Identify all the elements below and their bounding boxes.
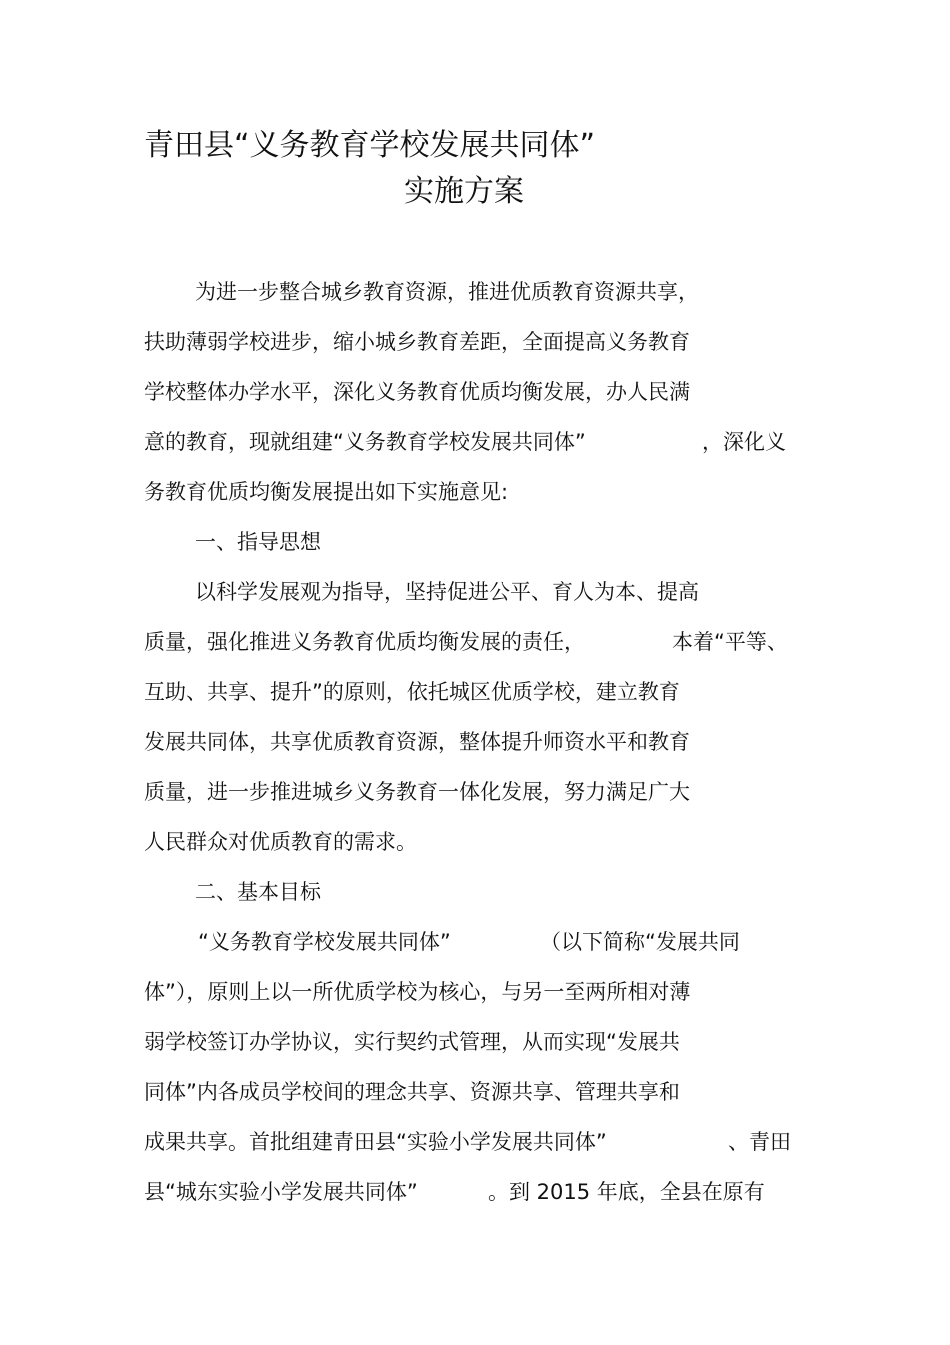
paragraph-line: （以下简称“发展共同: [540, 930, 740, 954]
paragraph-line: 。到 2015 年底，全县在原有: [488, 1180, 765, 1204]
paragraph-line: 以科学发展观为指导，坚持促进公平、育人为本、提高: [195, 580, 699, 604]
paragraph-line: 质量，强化推进义务教育优质均衡发展的责任，: [144, 630, 585, 654]
paragraph-line: ，深化义: [702, 430, 786, 454]
paragraph-line: 成果共享。首批组建青田县“实验小学发展共同体”: [144, 1130, 607, 1154]
paragraph-line: 意的教育，现就组建“义务教育学校发展共同体”: [144, 430, 586, 454]
paragraph-line: 务教育优质均衡发展提出如下实施意见:: [144, 480, 509, 504]
paragraph-line: 、青田: [728, 1130, 791, 1154]
paragraph-line: 本着“平等、: [672, 630, 788, 654]
paragraph-line: 弱学校签订办学协议，实行契约式管理，从而实现“发展共: [144, 1030, 680, 1054]
paragraph-line: 为进一步整合城乡教育资源，推进优质教育资源共享，: [195, 280, 699, 304]
paragraph-line: 体”），原则上以一所优质学校为核心，与另一至两所相对薄: [144, 980, 691, 1004]
paragraph-line: 扶助薄弱学校进步，缩小城乡教育差距，全面提高义务教育: [144, 330, 690, 354]
paragraph-line: 同体”内各成员学校间的理念共享、资源共享、管理共享和: [144, 1080, 680, 1104]
paragraph-line: “义务教育学校发展共同体”: [198, 930, 451, 954]
paragraph-line: 互助、共享、提升”的原则，依托城区优质学校，建立教育: [144, 680, 680, 704]
section-heading: 一、指导思想: [195, 530, 321, 554]
paragraph-line: 学校整体办学水平，深化义务教育优质均衡发展，办人民满: [144, 380, 690, 404]
paragraph-line: 质量，进一步推进城乡义务教育一体化发展，努力满足广大: [144, 780, 690, 804]
document-subtitle: 实施方案: [404, 174, 524, 209]
paragraph-line: 县“城东实验小学发展共同体”: [144, 1180, 418, 1204]
section-heading: 二、基本目标: [195, 880, 321, 904]
paragraph-line: 发展共同体，共享优质教育资源，整体提升师资水平和教育: [144, 730, 690, 754]
document-title: 青田县“义务教育学校发展共同体”: [144, 128, 596, 163]
paragraph-line: 人民群众对优质教育的需求。: [144, 830, 417, 854]
